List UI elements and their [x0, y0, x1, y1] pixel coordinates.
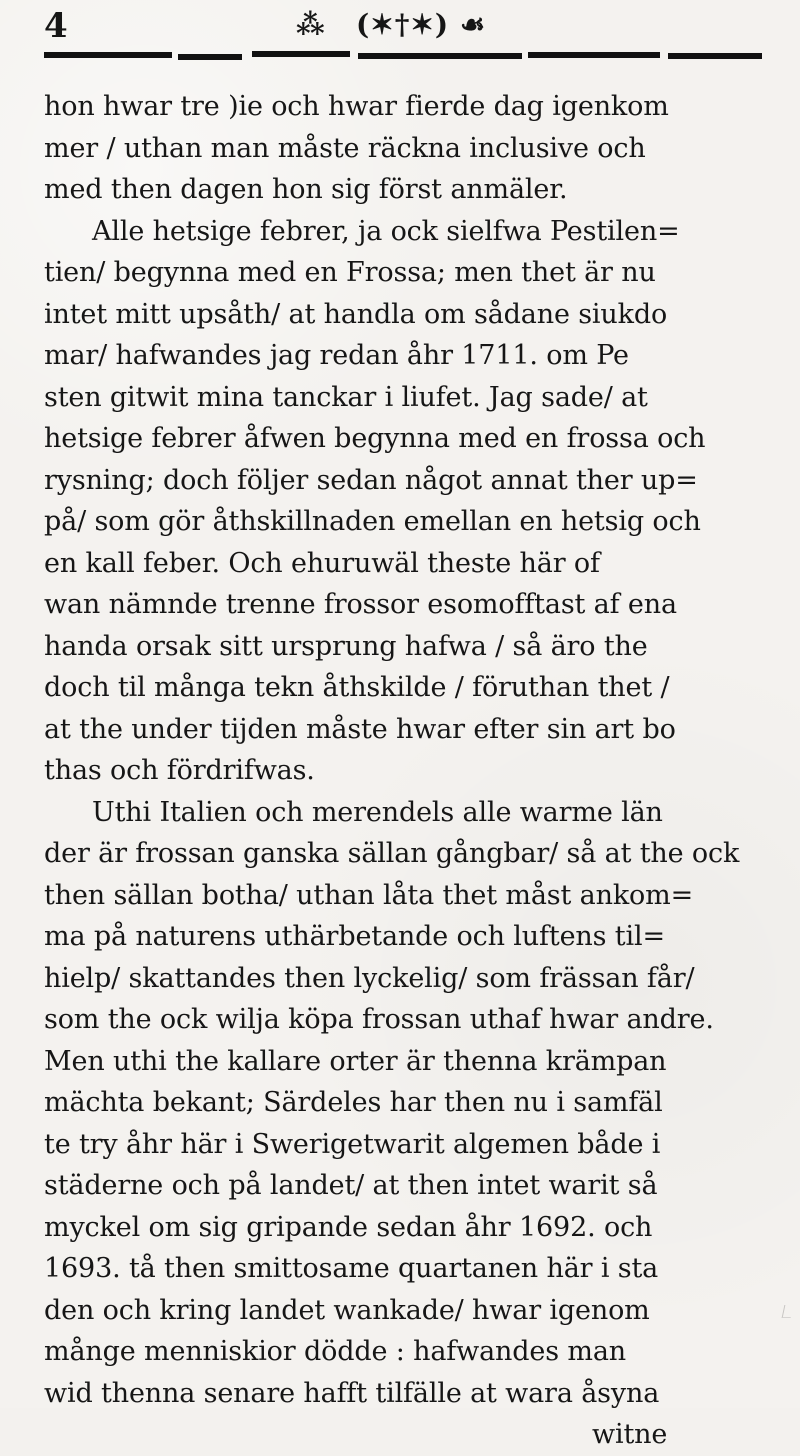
text-line: sten gitwit mina tanckar i liufet. Jag sade/ at	[44, 381, 648, 413]
header-ornament-center: (✶†✶)	[356, 8, 450, 41]
rule-segment	[358, 53, 522, 59]
text-line: som the ock wilja köpa frossan uthaf hwar andre.	[44, 1004, 714, 1035]
text-line: der är frossan ganska sällan gångbar/ så at the ock	[44, 838, 740, 869]
text-line: thas och fördrifwas.	[44, 755, 315, 786]
text-line: på/ som gör åthskillnaden emellan en hetsig och	[44, 506, 701, 537]
text-line: 1693. tå then smittosame quartanen här i sta	[44, 1253, 659, 1284]
page-number: 4	[44, 6, 68, 46]
text-line: wan nämnde trenne frossor esomofftast af ena	[44, 589, 677, 620]
rule-segment	[668, 53, 762, 59]
text-line: hielp/ skattandes then lyckelig/ som frässan får/	[44, 962, 695, 994]
text-line: doch til många tekn åthskilde / föruthan thet /	[44, 672, 670, 703]
text-line: ma på naturens uthärbetande och luftens til=	[44, 921, 665, 952]
text-line: at the under tijden måste hwar efter sin art bo	[44, 713, 676, 745]
text-line: hetsige febrer åfwen begynna med en frossa och	[44, 423, 706, 454]
text-line: städerne och på landet/ at then intet warit så	[44, 1170, 658, 1201]
text-line: rysning; doch följer sedan något annat ther up=	[44, 464, 698, 496]
text-line: te try åhr här i Swerigetwarit algemen både i	[44, 1128, 661, 1160]
text-line: en kall feber. Och ehuruwäl theste här of	[44, 547, 600, 579]
rule-segment	[528, 52, 660, 58]
text-line: med then dagen hon sig först anmäler.	[44, 174, 568, 205]
rule-segment	[252, 51, 350, 57]
text-line: hon hwar tre )ie och hwar fierde dag igenkom	[44, 91, 669, 122]
text-line: tien/ begynna med en Frossa; men thet är nu	[44, 257, 656, 288]
text-line: Men uthi the kallare orter är thenna krämpan	[44, 1045, 667, 1077]
text-line: wid thenna senare hafft tilfälle at wara åsyna	[44, 1377, 660, 1409]
text-line: den och kring landet wankade/ hwar igenom	[44, 1294, 650, 1326]
text-line: mar/ hafwandes jag redan åhr 1711. om Pe	[44, 340, 629, 371]
text-line: then sällan botha/ uthan låta thet måst ankom=	[44, 879, 694, 911]
text-line: mer / uthan man måste räckna inclusive och	[44, 132, 646, 164]
text-line: intet mitt upsåth/ at handla om sådane siukdo	[44, 298, 668, 330]
catchword: witne	[592, 1419, 668, 1450]
text-line: handa orsak sitt ursprung hafwa / så äro the	[44, 630, 648, 662]
rule-segment	[178, 54, 242, 60]
rule-segment	[44, 52, 172, 58]
header-rule	[44, 48, 762, 68]
header-ornament-left: ⁂	[296, 8, 325, 41]
text-line: mächta bekant; Särdeles har then nu i samfäl	[44, 1087, 663, 1118]
header-ornament-right: ☙	[460, 8, 486, 41]
text-line: myckel om sig gripande sedan åhr 1692. och	[44, 1211, 653, 1243]
text-line: månge menniskior dödde : hafwandes man	[44, 1336, 627, 1367]
body-text	[44, 86, 756, 1456]
page-header	[44, 6, 762, 64]
text-line: Uthi Italien och merendels alle warme län	[92, 796, 663, 828]
page-edge-mark	[782, 1305, 794, 1318]
text-line: Alle hetsige febrer, ja ock sielfwa Pestilen=	[92, 215, 680, 247]
